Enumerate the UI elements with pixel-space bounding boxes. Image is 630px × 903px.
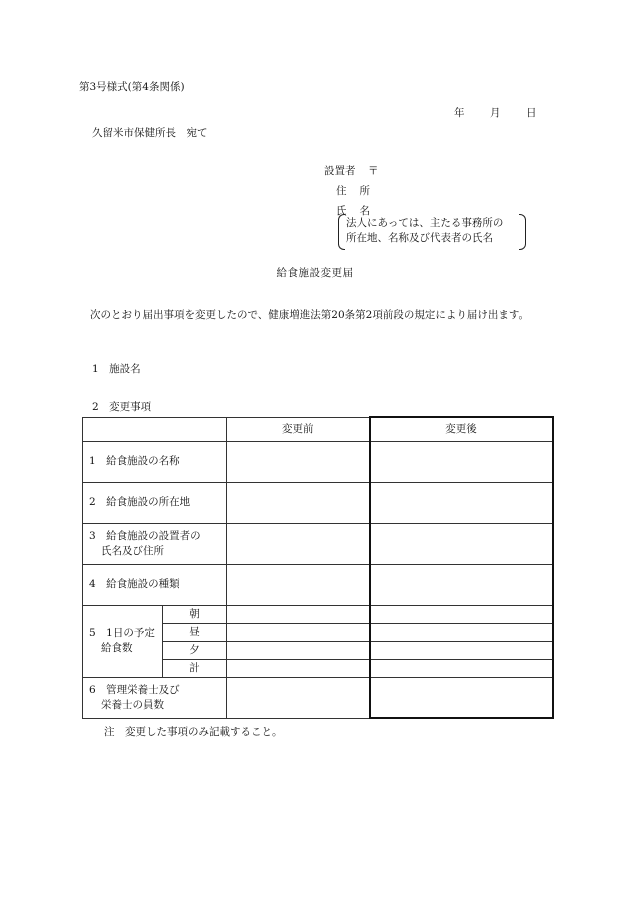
cell-after xyxy=(370,441,553,482)
footnote: 注 変更した事項のみ記載すること。 xyxy=(104,726,283,738)
row-installer-line-2: 氏名及び住所 xyxy=(101,544,164,557)
date-month: 月 xyxy=(490,107,501,119)
meal-evening: 夕 xyxy=(163,641,227,659)
row-facility-name: 1 給食施設の名称 xyxy=(83,441,227,482)
row-installer-info xyxy=(83,523,227,564)
cell-after xyxy=(370,605,553,623)
row-dietitians-line-1: 6 管理栄養士及び xyxy=(89,683,180,696)
name-label: 氏名 xyxy=(336,205,383,217)
cell-after xyxy=(370,482,553,523)
form-number: 第3号様式(第4条関係) xyxy=(79,81,185,93)
date-line xyxy=(454,106,537,120)
bracket-line-2: 所在地、名称及び代表者の氏名 xyxy=(346,232,493,244)
address-label: 住所 xyxy=(336,185,383,197)
meal-morning: 朝 xyxy=(163,605,227,623)
cell-before xyxy=(227,659,370,677)
corporate-note-bracket xyxy=(338,214,526,248)
cell-before xyxy=(227,564,370,605)
installer-label: 設置者 xyxy=(324,165,356,177)
body-text: 次のとおり届出事項を変更したので、健康増進法第20条第2項前段の規定により届け出ます。 xyxy=(90,309,529,321)
row-dietitians xyxy=(83,677,227,718)
cell-after xyxy=(370,659,553,677)
cell-before xyxy=(227,641,370,659)
date-year: 年 xyxy=(454,107,465,119)
cell-before xyxy=(227,605,370,623)
cell-before xyxy=(227,482,370,523)
row-daily-meals-line-1: 5 1日の予定 xyxy=(89,627,155,639)
header-after: 変更後 xyxy=(370,417,553,441)
cell-after xyxy=(370,623,553,641)
cell-after xyxy=(370,641,553,659)
meal-total: 計 xyxy=(163,659,227,677)
item-changes: 2 変更事項 xyxy=(92,401,152,413)
cell-before xyxy=(227,441,370,482)
bracket-line-1: 法人にあっては、主たる事務所の xyxy=(346,217,504,229)
header-empty xyxy=(83,417,227,441)
row-facility-location: 2 給食施設の所在地 xyxy=(83,482,227,523)
document-title: 給食施設変更届 xyxy=(276,267,354,279)
cell-after xyxy=(370,523,553,564)
postal-mark: 〒 xyxy=(368,165,379,177)
cell-before xyxy=(227,523,370,564)
change-table xyxy=(82,416,554,719)
row-daily-meals-line-2: 給食数 xyxy=(101,642,133,654)
cell-after xyxy=(370,564,553,605)
cell-before xyxy=(227,623,370,641)
header-before: 変更前 xyxy=(227,417,370,441)
row-facility-type: 4 給食施設の種類 xyxy=(83,564,227,605)
date-day: 日 xyxy=(526,107,537,119)
cell-after xyxy=(370,677,553,718)
cell-before xyxy=(227,677,370,718)
row-dietitians-line-2: 栄養士の員数 xyxy=(101,698,164,711)
addressee: 久留米市保健所長 宛て xyxy=(92,127,208,139)
meal-noon: 昼 xyxy=(163,623,227,641)
row-installer-line-1: 3 給食施設の設置者の xyxy=(89,529,201,542)
item-facility-name: 1 施設名 xyxy=(92,363,141,375)
applicant-block xyxy=(324,161,383,221)
row-daily-meals xyxy=(83,605,163,677)
